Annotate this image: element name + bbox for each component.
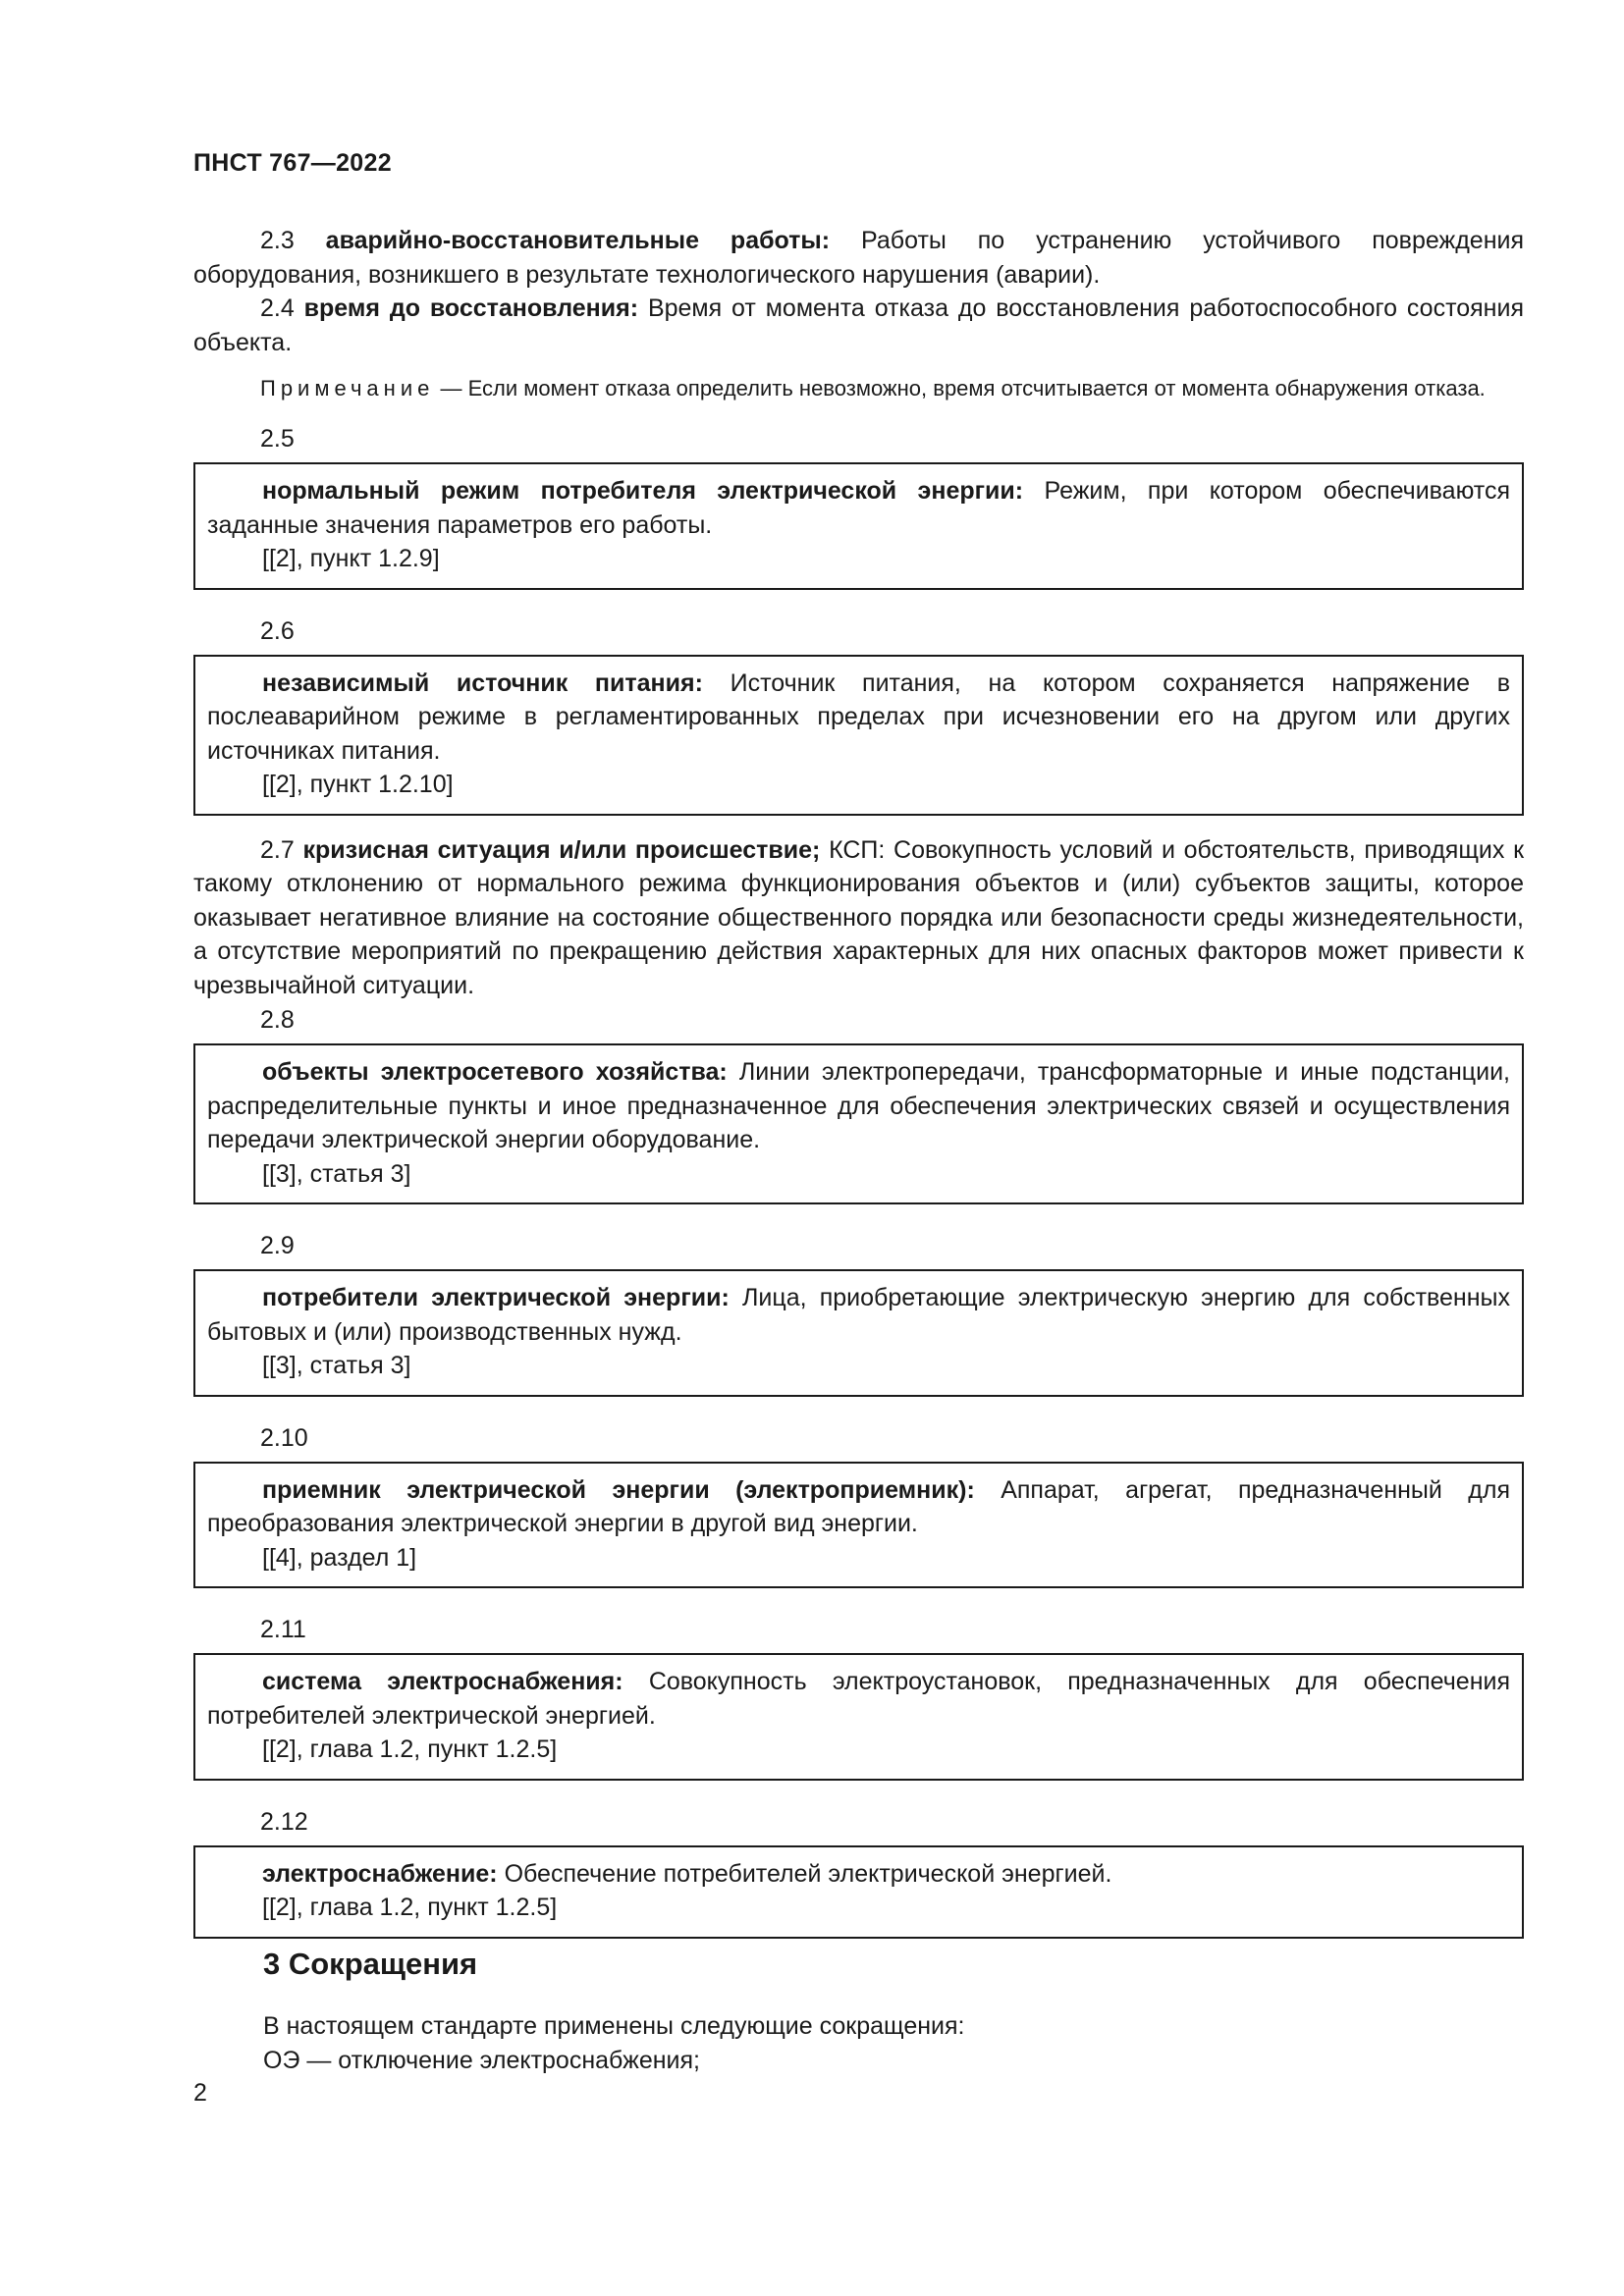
term-number-2-8: 2.8 bbox=[260, 1006, 295, 1034]
term-number-2-11: 2.11 bbox=[260, 1616, 306, 1643]
term-box-definition bbox=[207, 1857, 1510, 1892]
term-title: потребители электрической энергии: bbox=[262, 1284, 730, 1311]
term-number-2-5: 2.5 bbox=[260, 425, 295, 453]
term-number-2-10: 2.10 bbox=[260, 1423, 308, 1452]
term-source: [[2], пункт 1.2.10] bbox=[262, 771, 454, 798]
terms-content bbox=[193, 224, 1524, 1962]
term-number-2-12: 2.12 bbox=[260, 1807, 308, 1836]
term-title: система электроснабжения: bbox=[262, 1668, 623, 1695]
term-source: [[3], статья 3] bbox=[262, 1159, 411, 1188]
term-title: кризисная ситуация и/или происшествие; bbox=[302, 835, 821, 864]
note-label: Примечание bbox=[260, 376, 435, 400]
term-source: [[2], пункт 1.2.9] bbox=[262, 545, 440, 572]
term-definition: КСП: Совокупность условий и обстоятельств, приводящих к такому отклонению от нормального режима функционирования объектов и (или) субъектов защиты, которое оказывает негативное влияние на состояние общественного порядка или безопасности среды жизнедеятельности, а отсутствие мероприятий по прекращению действия характерных для них опасных факторов может привести к чрезвычайной ситуации. bbox=[193, 835, 1525, 999]
term-title: приемник электрической энергии (электроприемник): bbox=[262, 1475, 975, 1504]
term-title: независимый источник питания: bbox=[262, 668, 703, 697]
term-definition: Работы по устранению устойчивого повреждения оборудования, возникшего в результате технологического нарушения (аварии). bbox=[193, 227, 1524, 289]
term-box-definition bbox=[207, 474, 1510, 542]
term-number: 2.4 bbox=[260, 294, 295, 322]
term-title: нормальный режим потребителя электрической энергии: bbox=[262, 477, 1024, 505]
term-2-7 bbox=[193, 833, 1524, 1003]
term-source: [[3], статья 3] bbox=[262, 1352, 411, 1379]
term-title: время до восстановления: bbox=[303, 294, 639, 322]
term-definition: Аппарат, агрегат, предназначенный для преобразования электрической энергии в другой вид энергии. bbox=[207, 1475, 1510, 1537]
term-title: аварийно-восстановительные работы: bbox=[325, 227, 831, 254]
term-title: объекты электросетевого хозяйства: bbox=[262, 1058, 728, 1086]
term-definition: Линии электропередачи, трансформаторные и иные подстанции, распределительные пункты и иное предназначенное для обеспечения электрических связей и осуществления передачи электрической энергии оборудование. bbox=[207, 1058, 1510, 1153]
note-text: — Если момент отказа определить невозможно, время отсчитывается от момента обнаружения отказа. bbox=[440, 376, 1486, 400]
term-source: [[2], глава 1.2, пункт 1.2.5] bbox=[262, 1735, 558, 1763]
term-box-definition bbox=[207, 1281, 1510, 1349]
term-box-definition bbox=[207, 1665, 1510, 1733]
section-3-intro: В настоящем стандарте применены следующие сокращения: bbox=[263, 2012, 965, 2040]
term-box-2-10 bbox=[193, 1462, 1524, 1589]
term-number-2-6: 2.6 bbox=[260, 616, 295, 645]
term-box-2-5 bbox=[193, 462, 1524, 590]
term-definition: Лица, приобретающие электрическую энергию для собственных бытовых и (или) производственных нужд. bbox=[207, 1284, 1511, 1346]
abbreviation-item: ОЭ — отключение электроснабжения; bbox=[263, 2046, 700, 2074]
term-box-2-11 bbox=[193, 1653, 1524, 1781]
term-box-2-12 bbox=[193, 1845, 1524, 1939]
term-definition: Режим, при котором обеспечиваются заданные значения параметров его работы. bbox=[207, 477, 1510, 539]
term-box-definition bbox=[207, 1473, 1510, 1541]
term-definition: Источник питания, на котором сохраняется напряжение в послеаварийном режиме в регламентированных пределах при исчезновении его на другом или других источниках питания. bbox=[207, 668, 1510, 765]
term-source: [[2], глава 1.2, пункт 1.2.5] bbox=[262, 1894, 558, 1921]
term-box-2-6 bbox=[193, 655, 1524, 816]
term-definition: Обеспечение потребителей электрической энергией. bbox=[504, 1859, 1112, 1888]
term-2-3 bbox=[193, 224, 1524, 292]
term-number: 2.7 bbox=[260, 835, 295, 864]
term-box-definition bbox=[207, 667, 1510, 769]
term-definition: Совокупность электроустановок, предназначенных для обеспечения потребителей электрической энергией. bbox=[207, 1668, 1510, 1730]
document-header: ПНСТ 767—2022 bbox=[193, 149, 392, 177]
term-number: 2.3 bbox=[260, 227, 295, 254]
term-number-2-9: 2.9 bbox=[260, 1232, 295, 1259]
section-3-body bbox=[263, 2009, 964, 2077]
term-box-2-8 bbox=[193, 1043, 1524, 1204]
term-box-2-9 bbox=[193, 1269, 1524, 1397]
term-source: [[4], раздел 1] bbox=[262, 1543, 417, 1572]
term-box-definition bbox=[207, 1055, 1510, 1157]
note-2-4 bbox=[193, 373, 1524, 403]
term-title: электроснабжение: bbox=[262, 1859, 498, 1888]
page-number: 2 bbox=[193, 2079, 207, 2107]
term-definition: Время от момента отказа до восстановления работоспособного состояния объекта. bbox=[193, 294, 1524, 356]
section-3-title: 3 Сокращения bbox=[263, 1947, 478, 1981]
term-2-4 bbox=[193, 292, 1524, 359]
